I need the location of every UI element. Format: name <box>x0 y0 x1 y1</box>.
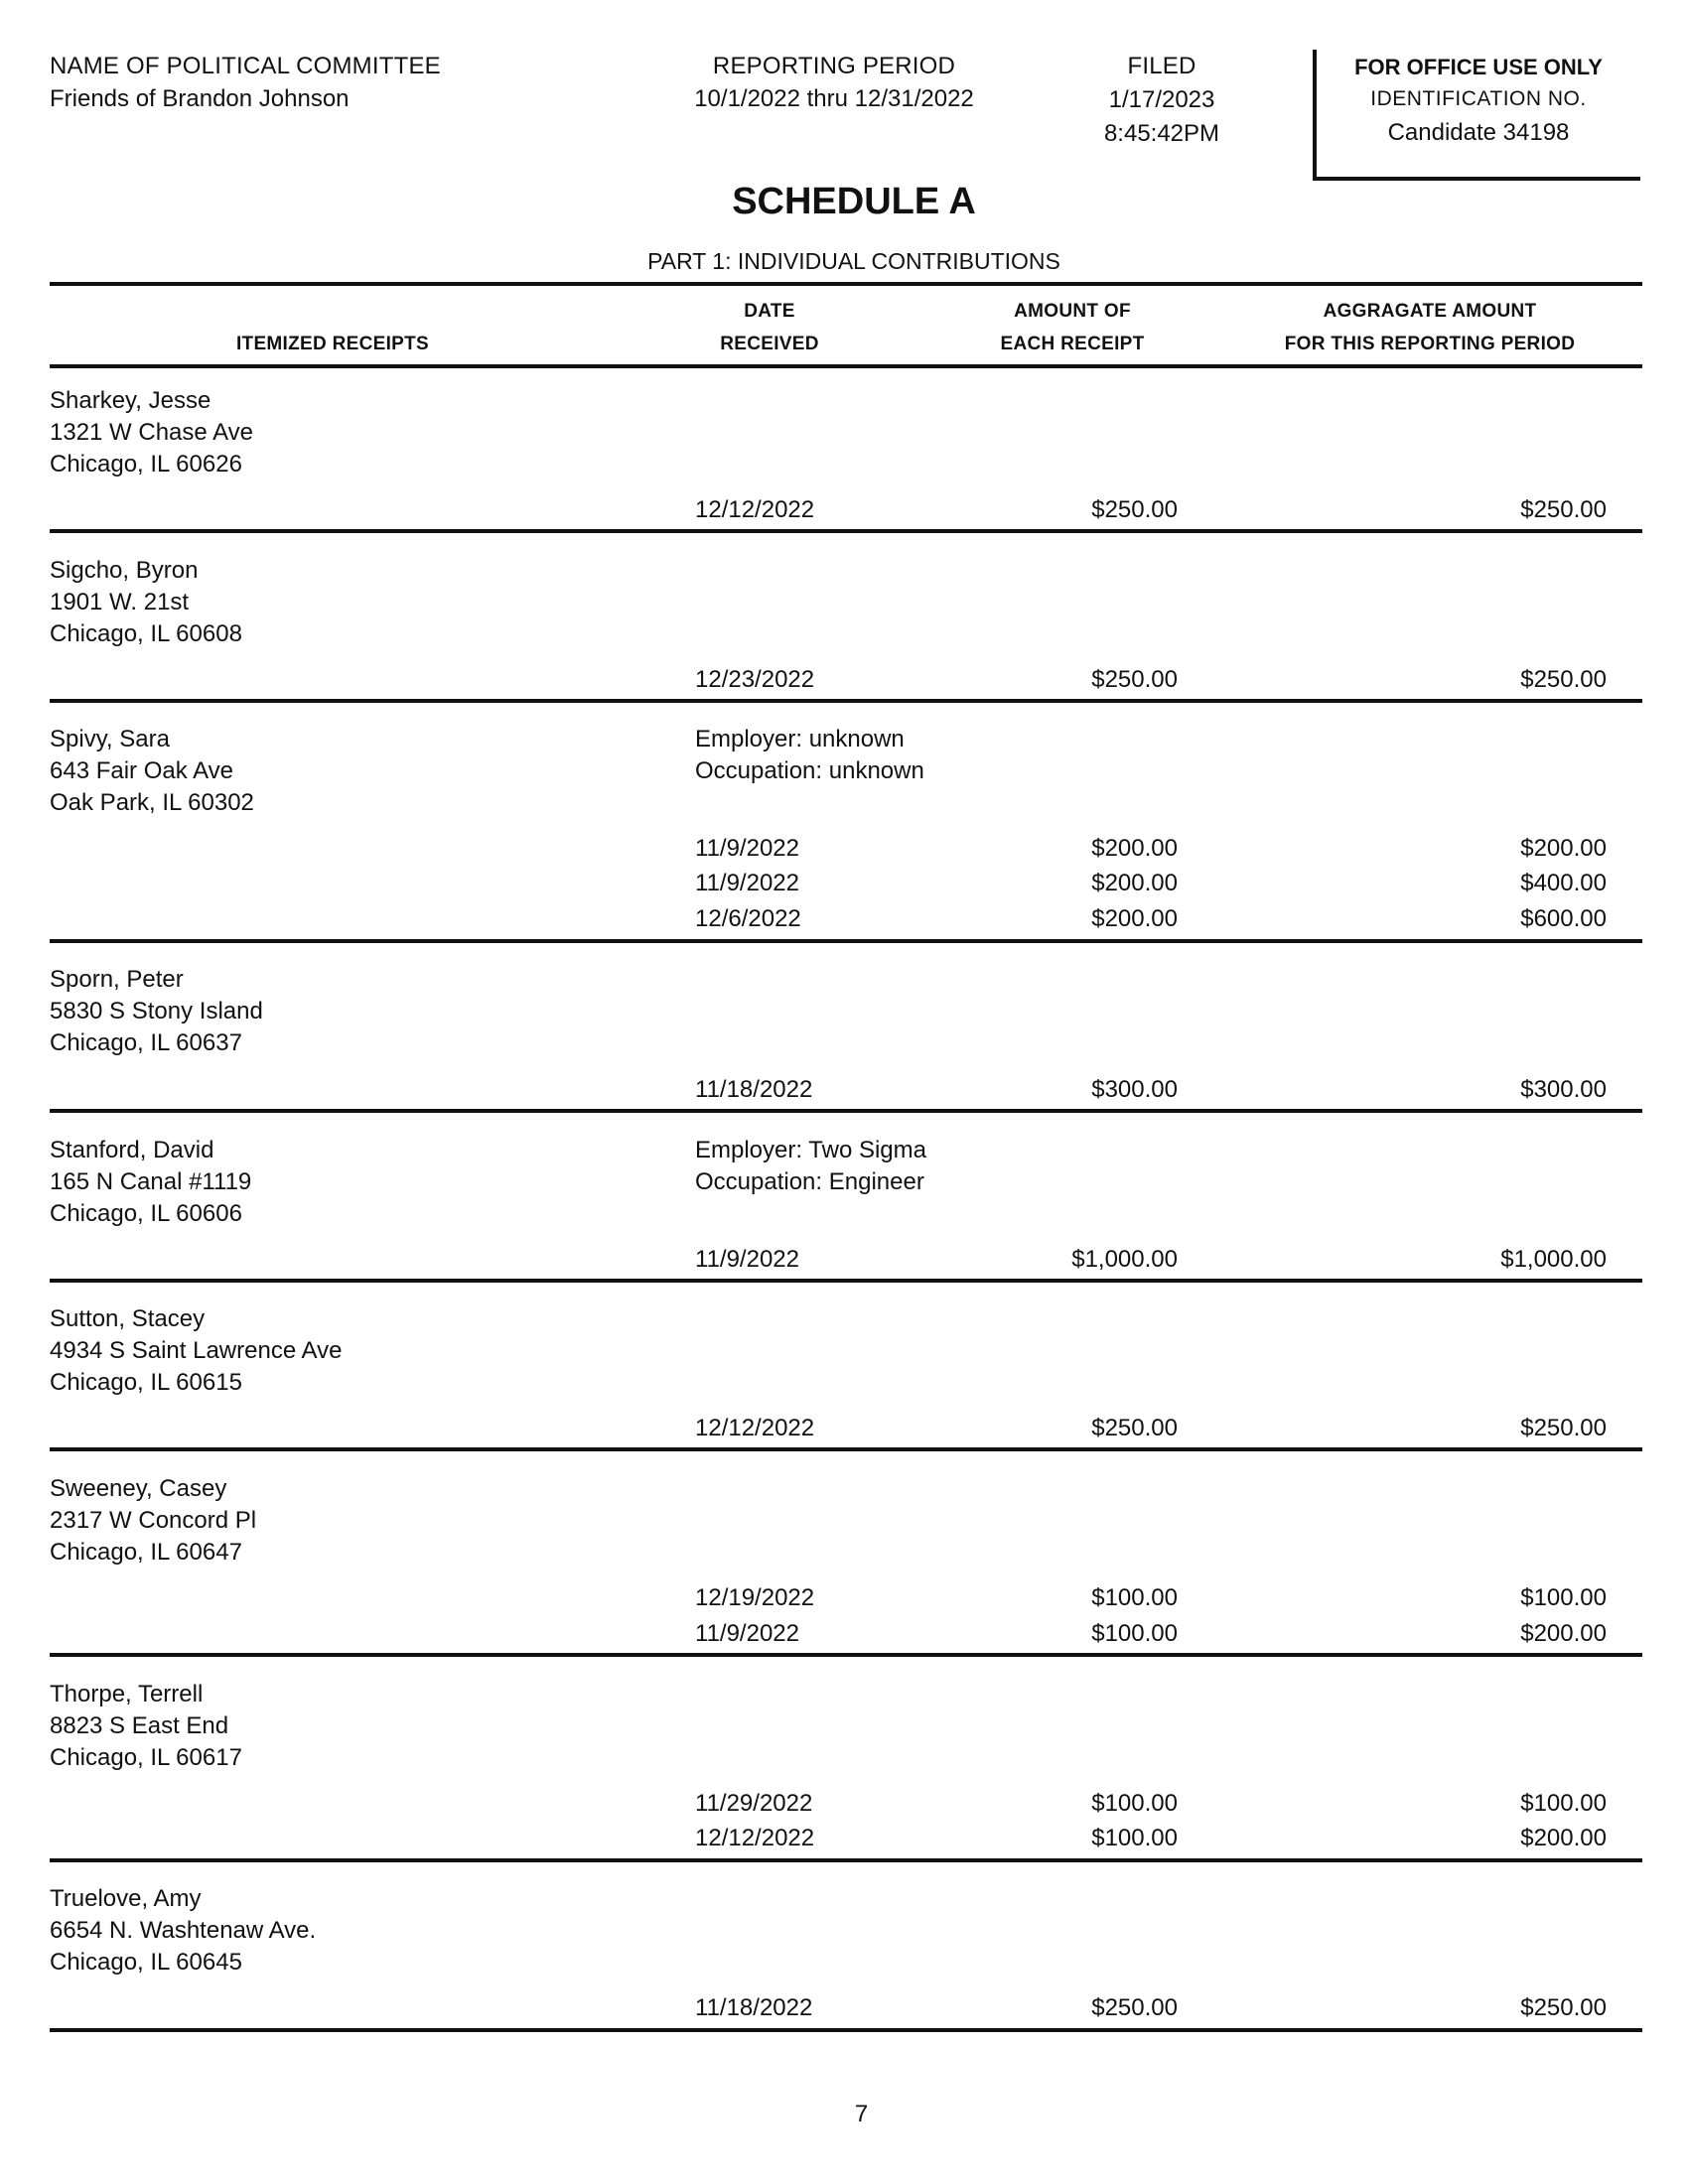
receipt-amount: $250.00 <box>1091 1415 1178 1441</box>
part-title: PART 1: INDIVIDUAL CONTRIBUTIONS <box>647 248 1060 274</box>
aggregate-amount: $200.00 <box>1520 835 1607 862</box>
aggregate-amount: $250.00 <box>1520 666 1607 693</box>
identification-label: IDENTIFICATION NO. <box>1370 87 1587 110</box>
contributor-address: 4934 S Saint Lawrence Ave <box>50 1337 343 1364</box>
contributor-city: Chicago, IL 60645 <box>50 1949 242 1976</box>
schedule-title: SCHEDULE A <box>732 181 976 222</box>
contributor-address: 1901 W. 21st <box>50 589 190 615</box>
contributor-name: Sigcho, Byron <box>50 557 199 584</box>
entry-separator <box>50 1109 1642 1113</box>
aggregate-amount: $1,000.00 <box>1500 1246 1607 1273</box>
contributor-occupation: Occupation: Engineer <box>695 1168 924 1195</box>
contributor-name: Sweeney, Casey <box>50 1475 227 1502</box>
aggregate-amount: $100.00 <box>1520 1790 1607 1817</box>
contributor-address: 643 Fair Oak Ave <box>50 757 233 784</box>
receipt-amount: $250.00 <box>1091 496 1178 523</box>
col-aggregate-line1: AGGRAGATE AMOUNT <box>1323 301 1537 322</box>
aggregate-amount: $250.00 <box>1520 496 1607 523</box>
aggregate-amount: $600.00 <box>1520 905 1607 932</box>
receipt-amount: $250.00 <box>1091 1994 1178 2021</box>
contributor-city: Chicago, IL 60637 <box>50 1029 242 1056</box>
contributor-address: 6654 N. Washtenaw Ave. <box>50 1917 317 1944</box>
aggregate-amount: $100.00 <box>1520 1584 1607 1611</box>
filed-block <box>1053 50 1271 151</box>
header-top-rule <box>50 282 1642 286</box>
entry-separator <box>50 1279 1642 1283</box>
receipt-amount: $200.00 <box>1091 905 1178 932</box>
date-received: 11/18/2022 <box>695 1076 813 1103</box>
identification-value: Candidate 34198 <box>1387 119 1570 146</box>
entry-separator <box>50 529 1642 533</box>
date-received: 11/9/2022 <box>695 870 799 896</box>
aggregate-amount: $250.00 <box>1520 1415 1607 1441</box>
aggregate-amount: $200.00 <box>1520 1620 1607 1647</box>
committee-label: NAME OF POLITICAL COMMITTEE <box>50 53 441 79</box>
receipt-amount: $100.00 <box>1091 1620 1178 1647</box>
date-received: 11/9/2022 <box>695 835 799 862</box>
reporting-period-block <box>655 50 1013 115</box>
receipt-amount: $200.00 <box>1091 835 1178 862</box>
receipt-amount: $300.00 <box>1091 1076 1178 1103</box>
contributor-employer: Employer: Two Sigma <box>695 1137 926 1163</box>
date-received: 12/6/2022 <box>695 905 801 932</box>
receipt-amount: $1,000.00 <box>1071 1246 1178 1273</box>
col-aggregate-line2: FOR THIS REPORTING PERIOD <box>1284 334 1576 354</box>
entry-separator <box>50 1858 1642 1862</box>
date-received: 11/9/2022 <box>695 1620 799 1647</box>
receipt-amount: $100.00 <box>1091 1790 1178 1817</box>
entry-separator <box>50 939 1642 943</box>
col-amount-line2: EACH RECEIPT <box>1000 334 1145 354</box>
aggregate-amount: $200.00 <box>1520 1825 1607 1851</box>
entry-separator <box>50 2028 1642 2032</box>
date-received: 12/12/2022 <box>695 496 815 523</box>
entry-separator <box>50 699 1642 703</box>
contributor-employer: Employer: unknown <box>695 726 905 752</box>
col-date-line1: DATE <box>744 301 795 322</box>
filed-date: 1/17/2023 <box>1108 86 1215 113</box>
filed-label: FILED <box>1127 53 1196 79</box>
date-received: 12/23/2022 <box>695 666 815 693</box>
contributor-address: 165 N Canal #1119 <box>50 1168 252 1195</box>
date-received: 12/19/2022 <box>695 1584 815 1611</box>
header-bottom-rule <box>50 364 1642 368</box>
contributor-name: Truelove, Amy <box>50 1885 202 1912</box>
contributor-city: Chicago, IL 60647 <box>50 1539 242 1566</box>
contributor-address: 5830 S Stony Island <box>50 998 263 1024</box>
receipt-amount: $100.00 <box>1091 1584 1178 1611</box>
entry-separator <box>50 1447 1642 1451</box>
contributor-address: 2317 W Concord Pl <box>50 1507 257 1534</box>
committee-block <box>50 50 566 115</box>
col-date-line2: RECEIVED <box>720 334 819 354</box>
date-received: 11/18/2022 <box>695 1994 813 2021</box>
date-received: 12/12/2022 <box>695 1415 815 1441</box>
contributor-name: Sharkey, Jesse <box>50 387 211 414</box>
contributor-city: Chicago, IL 60615 <box>50 1369 242 1396</box>
contributor-address: 1321 W Chase Ave <box>50 419 254 446</box>
filed-time: 8:45:42PM <box>1103 120 1220 147</box>
contributor-name: Spivy, Sara <box>50 726 170 752</box>
contributor-city: Chicago, IL 60617 <box>50 1744 242 1771</box>
contributor-city: Oak Park, IL 60302 <box>50 789 254 816</box>
contributor-name: Sporn, Peter <box>50 966 184 993</box>
col-itemized-receipts: ITEMIZED RECEIPTS <box>235 334 430 354</box>
receipt-amount: $100.00 <box>1091 1825 1178 1851</box>
contributor-name: Thorpe, Terrell <box>50 1681 204 1707</box>
contributor-occupation: Occupation: unknown <box>695 757 924 784</box>
date-received: 12/12/2022 <box>695 1825 815 1851</box>
office-use-box <box>1313 50 1640 181</box>
contributor-name: Sutton, Stacey <box>50 1305 206 1332</box>
date-received: 11/29/2022 <box>695 1790 813 1817</box>
contributor-city: Chicago, IL 60626 <box>50 451 242 478</box>
date-received: 11/9/2022 <box>695 1246 799 1273</box>
col-amount-line1: AMOUNT OF <box>1014 301 1131 322</box>
contributor-city: Chicago, IL 60608 <box>50 620 242 647</box>
period-label: REPORTING PERIOD <box>712 53 956 79</box>
contributor-name: Stanford, David <box>50 1137 214 1163</box>
committee-name: Friends of Brandon Johnson <box>50 85 350 112</box>
aggregate-amount: $400.00 <box>1520 870 1607 896</box>
receipt-amount: $250.00 <box>1091 666 1178 693</box>
office-use-label: FOR OFFICE USE ONLY <box>1354 55 1603 79</box>
receipt-amount: $200.00 <box>1091 870 1178 896</box>
contributor-city: Chicago, IL 60606 <box>50 1200 242 1227</box>
period-value: 10/1/2022 thru 12/31/2022 <box>694 85 974 112</box>
contributor-address: 8823 S East End <box>50 1712 229 1739</box>
entry-separator <box>50 1653 1642 1657</box>
page-number: 7 <box>854 2101 869 2127</box>
aggregate-amount: $250.00 <box>1520 1994 1607 2021</box>
aggregate-amount: $300.00 <box>1520 1076 1607 1103</box>
